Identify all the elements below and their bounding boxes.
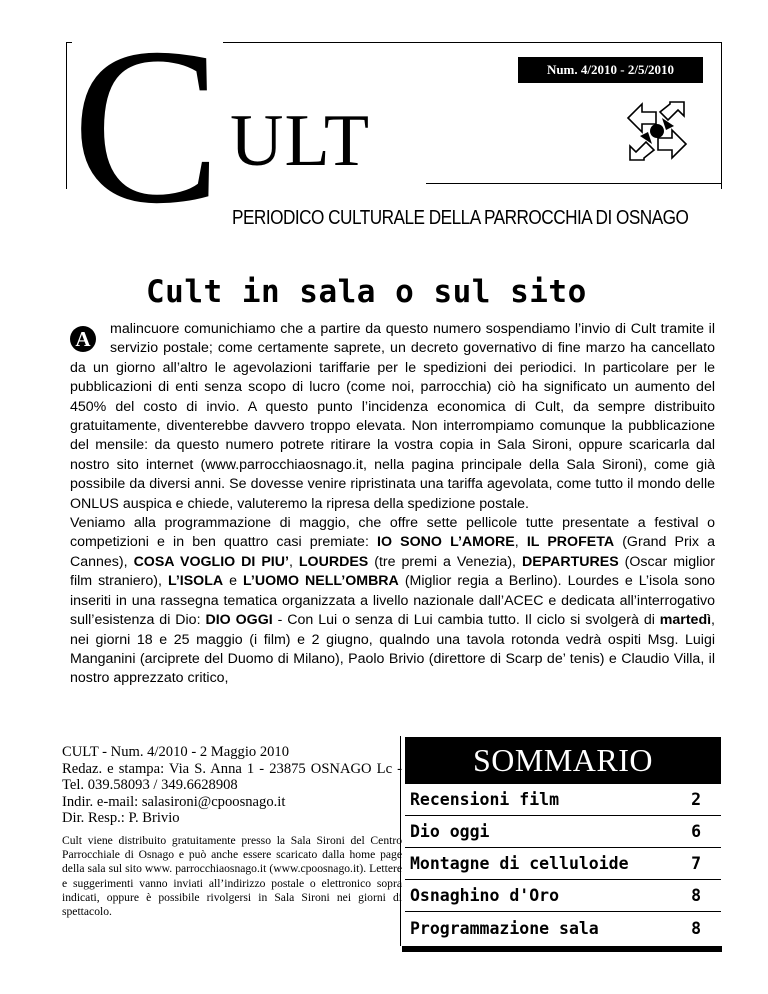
masthead-rule [426, 183, 722, 184]
colophon-line-1: CULT - Num. 4/2010 - 2 Maggio 2010 [62, 744, 290, 760]
sommario-item[interactable] [405, 912, 721, 944]
film-title: LOURDES [298, 553, 369, 570]
article-text-run: , nei giorni 18 e 25 maggio (i film) e 2 giugno, qualndo una tavola rotonda vedrà ospiti Msg. Luigi Manganini (arciprete del Duomo di Milano), Paolo Brivio (direttore di Scarp de’ tenis) e Claudio Villa, il nostro apprezzato critico, [70, 612, 715, 687]
article-text-run: , [514, 534, 527, 551]
article-text-run: (Oscar miglior film straniero), [70, 553, 715, 590]
sommario-item-page: 2 [691, 790, 701, 809]
film-title: DEPARTURES [521, 553, 619, 570]
sommario-bottom-bar [402, 946, 722, 952]
colophon-divider [400, 736, 401, 946]
article-headline: Cult in sala o sul sito [146, 274, 587, 310]
film-title: L’UOMO NELL’OMBRA [243, 573, 399, 590]
article-text-run: - Con Lui o senza di Lui cambia tutto. Il ciclo si svolgerà di [272, 612, 660, 629]
sommario-item[interactable] [405, 784, 721, 816]
sommario-item-label: Montagne di celluloide [410, 854, 629, 873]
article-text-run: (tre premi a Venezia), [368, 553, 522, 570]
film-title: IO SONO L’AMORE [377, 534, 515, 551]
colophon-line-2: Redaz. e stampa: Via S. Anna 1 - 23875 OSNAGO Lc - Tel. 039.58093 / 349.6628908 [62, 760, 402, 794]
sommario-item-page: 6 [691, 822, 701, 841]
sommario-item-label: Programmazione sala [410, 918, 599, 938]
sommario-item-label: Dio oggi [410, 822, 490, 841]
sommario-item-page: 7 [691, 854, 701, 873]
colophon-email: Indir. e-mail: salasironi@cpoosnago.it [62, 793, 286, 810]
masthead-title: ULT [230, 100, 371, 182]
sommario-item-page: 8 [691, 886, 701, 905]
film-title: DIO OGGI [205, 612, 273, 629]
film-title: L’ISOLA [167, 573, 224, 590]
sommario-item[interactable] [405, 848, 721, 880]
article-paragraph-2 [70, 514, 715, 689]
colophon-note: Cult viene distribuito gratuitamente presso la Sala Sironi del Centro Parrocchiale di Osnago e può anche essere scaricato dalla home page della sala sul sito www. parrocchiaosnago.it (www.cpoosnago.it). Lettere e suggerimenti vanno inviati all’indirizzo postale o elettronico sopra indicati, oppure è possibile rivolgersi in Sala Sironi nei giorni di spettacolo. [62, 833, 402, 918]
arrows-compass-icon [612, 96, 702, 166]
masthead-big-letter: C [72, 2, 222, 250]
article-paragraph-1: malincuore comunichiamo che a partire da questo numero sospendiamo l’invio di Cult tramite il servizio postale; come certamente saprete, un decreto governativo di fine marzo ha cancellato da un giorno all’altro le agevolazioni tariffarie per le spedizioni dei periodici. In particolare per le pubblicazioni di enti senza scopo di lucro (come noi, parrocchia) ciò ha significato un aumento del 450% del costo di invio. A questo punto l’incidenza economica di Cult, da sempre distribuito gratuitamente, diventerebbe davvero troppo elevata. Non interrompiamo comunque la pubblicazione del mensile: da questo numero potrete ritirare la vostra copia in Sala Sironi, oppure scaricarla dal nostro sito internet (www.parrocchiaosnago.it, nella pagina principale della Sala Sironi), come già possibile da diversi anni. Se dovesse venire ripristinata una tariffa agevolata, come tutto il mondo delle ONLUS auspica e chiede, valuteremo la ripresa della spedizione postale. [70, 321, 715, 512]
film-title: IL PROFETA [526, 534, 615, 551]
sommario-item-label: Recensioni film [410, 790, 560, 809]
film-title: COSA VOGLIO DI PIU’ [133, 553, 289, 570]
article-text-run: (Miglior regia a Berlino). Lourdes e L’isola sono inseriti in una rassegna tematica organizzata a livello nazionale dall’ACEC e dedicata all’interrogativo sull’esistenza di Dio: [70, 573, 716, 629]
issue-badge: Num. 4/2010 - 2/5/2010 [518, 57, 703, 83]
sommario-item[interactable] [405, 816, 721, 848]
sommario-item-label: Osnaghino d'Oro [410, 886, 560, 905]
article-text-run: e [223, 573, 244, 590]
masthead-subtitle: PERIODICO CULTURALE DELLA PARROCCHIA DI OSNAGO [232, 207, 689, 229]
colophon [62, 744, 402, 919]
article-text-run: , [288, 553, 299, 570]
article-text-run: Veniamo alla programmazione di maggio, che offre sette pellicole tutte presentate a festival o competizioni e in ben quattro casi premiate: [70, 515, 715, 551]
drop-cap: A [70, 326, 96, 352]
sommario-item-page: 8 [691, 918, 701, 938]
article-body [70, 320, 715, 689]
colophon-director: Dir. Resp.: P. Brivio [62, 810, 180, 827]
sommario-item[interactable] [405, 880, 721, 912]
article-text-run: (Grand Prix a Cannes), [70, 534, 715, 570]
sommario-box [405, 737, 721, 944]
sommario-title: SOMMARIO [405, 737, 721, 784]
film-title: martedì [659, 612, 712, 629]
